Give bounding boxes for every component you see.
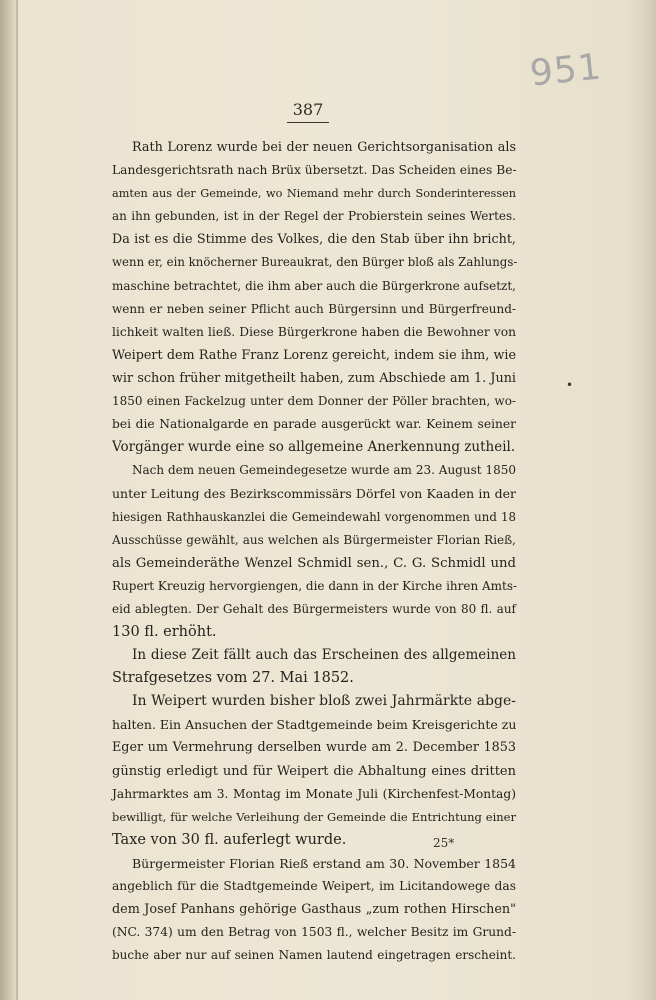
page-number: 387	[292, 100, 324, 119]
text-line: dem Josef Panhans gehörige Gasthaus „zum rothen Hirschen"	[112, 902, 516, 918]
text-line: Taxe von 30 fl. auferlegt wurde.	[112, 831, 347, 848]
text-line: hiesigen Rathhauskanzlei die Gemeindewahl vorgenommen und 18	[112, 509, 516, 524]
text-line: buche aber nur auf seinen Namen lautend eingetragen erscheint.	[112, 948, 516, 963]
text-line: Ausschüsse gewählt, aus welchen als Bürgermeister Florian Rieß,	[112, 532, 516, 547]
margin-mark: •	[566, 378, 574, 392]
text-line: In Weipert wurden bisher bloß zwei Jahrmärkte abge-	[132, 693, 516, 710]
text-line: Nach dem neuen Gemeindegesetze wurde am 23. August 1850	[132, 463, 516, 478]
text-line: angeblich für die Stadtgemeinde Weipert, im Licitandowege das	[112, 879, 516, 893]
text-line: bewilligt, für welche Verleihung der Gemeinde die Entrichtung einer	[112, 809, 516, 824]
text-line: Weipert dem Rathe Franz Lorenz gereicht, indem sie ihm, wie	[112, 347, 516, 363]
text-line: wenn er, ein knöcherner Bureaukrat, den Bürger bloß als Zahlungs-	[112, 255, 518, 270]
text-line: Vorgänger wurde eine so allgemeine Anerkennung zutheil.	[112, 439, 516, 456]
text-line: als Gemeinderäthe Wenzel Schmidl sen., C. G. Schmidl und	[112, 555, 516, 571]
text-line: günstig erledigt und für Weipert die Abhaltung eines dritten	[112, 763, 516, 779]
text-line: lichkeit walten ließ. Diese Bürgerkrone haben die Bewohner von	[112, 324, 516, 339]
text-line: an ihn gebunden, ist in der Regel der Probierstein seines Wertes.	[112, 209, 516, 224]
text-line: maschine betrachtet, die ihm aber auch die Bürgerkrone aufsetzt,	[112, 278, 516, 293]
text-line: unter Leitung des Bezirkscommissärs Dörfel von Kaaden in der	[112, 486, 516, 502]
text-line: wenn er neben seiner Pflicht auch Bürgersinn und Bürgerfreund-	[112, 301, 516, 316]
text-line: halten. Ein Ansuchen der Stadtgemeinde beim Kreisgerichte zu	[112, 717, 517, 733]
text-line: bei die Nationalgarde en parade ausgerückt war. Keinem seiner	[112, 417, 516, 432]
text-line: Landesgerichtsrath nach Brüx übersetzt. Das Scheiden eines Be-	[112, 163, 517, 178]
text-line: Jahrmarktes am 3. Montag im Monate Juli (Kirchenfest-Montag)	[112, 786, 516, 801]
body-text	[112, 136, 516, 967]
text-line: wir schon früher mitgetheilt haben, zum Abschiede am 1. Juni	[112, 370, 516, 386]
text-line: Eger um Vermehrung derselben wurde am 2. December 1853	[112, 740, 516, 756]
text-line: 130 fl. erhöht.	[112, 623, 217, 640]
text-line: Rath Lorenz wurde bei der neuen Gerichtsorganisation als	[132, 140, 516, 155]
printer-signature-mark: 25*	[433, 836, 455, 850]
text-line: amten aus der Gemeinde, wo Niemand mehr durch Sonderinteressen	[112, 187, 516, 201]
text-line: Da ist es die Stimme des Volkes, die den Stab über ihn bricht,	[112, 232, 516, 248]
text-line: eid ablegten. Der Gehalt des Bürgermeisters wurde von 80 fl. auf	[112, 601, 516, 616]
page-number-rule	[287, 122, 329, 123]
page-edge-shadow	[626, 0, 656, 1000]
text-line: (NC. 374) um den Betrag von 1503 fl., welcher Besitz im Grund-	[112, 925, 516, 940]
spine-fold-line	[16, 0, 18, 1000]
text-line: Bürgermeister Florian Rieß erstand am 30. November 1854	[132, 855, 516, 871]
text-line: Rupert Kreuzig hervorgiengen, die dann in der Kirche ihren Amts-	[112, 578, 518, 593]
text-line: 1850 einen Fackelzug unter dem Donner der Pöller brachten, wo-	[112, 394, 516, 409]
text-line: Strafgesetzes vom 27. Mai 1852.	[112, 670, 354, 687]
text-line: In diese Zeit fällt auch das Erscheinen des allgemeinen	[132, 647, 516, 664]
handwritten-archive-number: 951	[528, 46, 604, 95]
